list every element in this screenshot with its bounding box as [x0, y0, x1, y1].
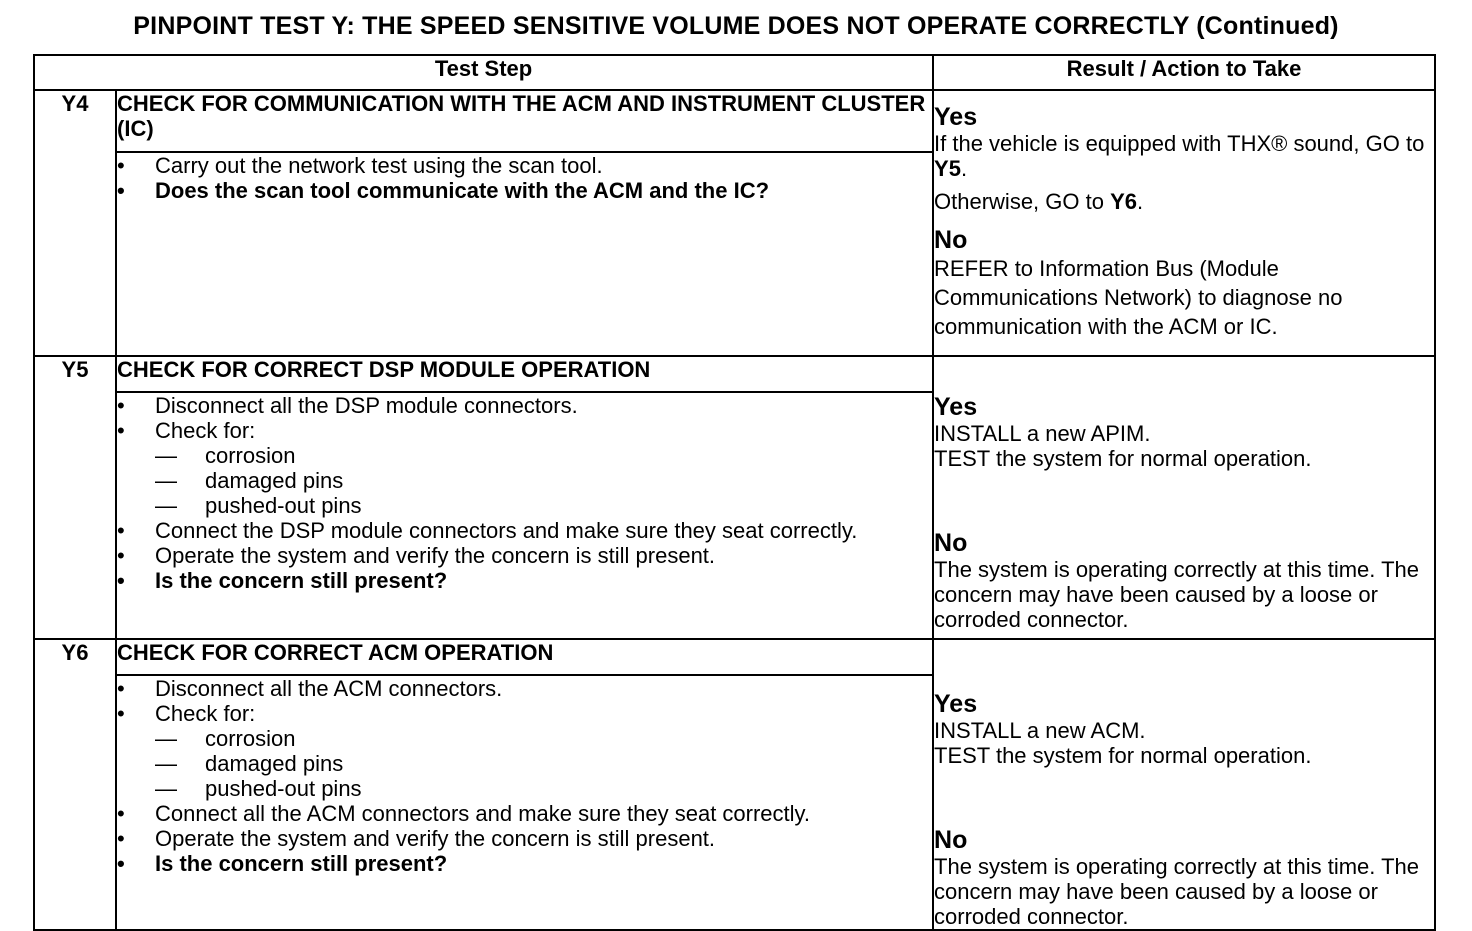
result-y6	[933, 639, 1435, 930]
no-action: The system is operating correctly at this time. The concern may have been caused by a loose or corroded connector.	[934, 854, 1420, 929]
list-item: • Is the concern still present?	[117, 851, 932, 876]
yes-action: TEST the system for normal operation.	[934, 446, 1312, 471]
list-item: • Connect the DSP module connectors and make sure they seat correctly.	[117, 518, 932, 543]
list-item: — damaged pins	[117, 751, 932, 776]
step-y6-heading-row	[34, 639, 1435, 675]
list-item: • Operate the system and verify the concern is still present.	[117, 826, 932, 851]
yes-label: Yes	[934, 690, 978, 718]
no-label: No	[934, 226, 968, 254]
yes-action: TEST the system for normal operation.	[934, 743, 1312, 768]
no-action: REFER to Information Bus (Module Communications Network) to diagnose no communication with the ACM or IC.	[934, 256, 1343, 339]
step-id-y5: Y5	[34, 356, 116, 639]
step-id-y6: Y6	[34, 639, 116, 930]
list-item: • Operate the system and verify the concern is still present.	[117, 543, 932, 568]
step-y5-heading-row	[34, 356, 1435, 392]
result-header: Result / Action to Take	[933, 55, 1435, 90]
step-id-y4: Y4	[34, 90, 116, 356]
no-label: No	[934, 826, 968, 854]
yes-action: If the vehicle is equipped with THX® sound, GO to Y5.	[934, 131, 1425, 181]
list-item: — corrosion	[117, 726, 932, 751]
no-label: No	[934, 529, 968, 557]
yes-action: INSTALL a new ACM.	[934, 718, 1146, 743]
result-y5	[933, 356, 1435, 639]
step-heading-y4: CHECK FOR COMMUNICATION WITH THE ACM AND INSTRUMENT CLUSTER (IC)	[116, 90, 933, 152]
step-heading-y5: CHECK FOR CORRECT DSP MODULE OPERATION	[116, 356, 933, 392]
list-item: • Check for:	[117, 701, 932, 726]
list-item: — pushed-out pins	[117, 776, 932, 801]
yes-label: Yes	[934, 393, 978, 421]
page-title: PINPOINT TEST Y: THE SPEED SENSITIVE VOLUME DOES NOT OPERATE CORRECTLY (Continued)	[133, 12, 1339, 40]
step-body-y5	[116, 392, 933, 639]
otherwise-action: Otherwise, GO to Y6.	[934, 189, 1144, 214]
result-y4	[933, 90, 1435, 356]
step-body-y6	[116, 675, 933, 930]
pinpoint-test-table	[33, 54, 1436, 931]
list-item: • Disconnect all the ACM connectors.	[117, 676, 932, 701]
list-item: • Is the concern still present?	[117, 568, 932, 593]
list-item: — pushed-out pins	[117, 493, 932, 518]
list-item: — damaged pins	[117, 468, 932, 493]
step-y4-heading-row	[34, 90, 1435, 152]
no-action: The system is operating correctly at this time. The concern may have been caused by a loose or corroded connector.	[934, 557, 1420, 632]
table-header-row	[34, 55, 1435, 90]
yes-action: INSTALL a new APIM.	[934, 421, 1151, 446]
test-step-header: Test Step	[34, 55, 933, 90]
step-heading-y6: CHECK FOR CORRECT ACM OPERATION	[116, 639, 933, 675]
list-item: • Does the scan tool communicate with the ACM and the IC?	[117, 178, 932, 203]
list-item: • Connect all the ACM connectors and make sure they seat correctly.	[117, 801, 932, 826]
list-item: • Carry out the network test using the scan tool.	[117, 153, 932, 178]
list-item: • Disconnect all the DSP module connectors.	[117, 393, 932, 418]
step-body-y4	[116, 152, 933, 356]
yes-label: Yes	[934, 103, 978, 131]
list-item: • Check for:	[117, 418, 932, 443]
list-item: — corrosion	[117, 443, 932, 468]
